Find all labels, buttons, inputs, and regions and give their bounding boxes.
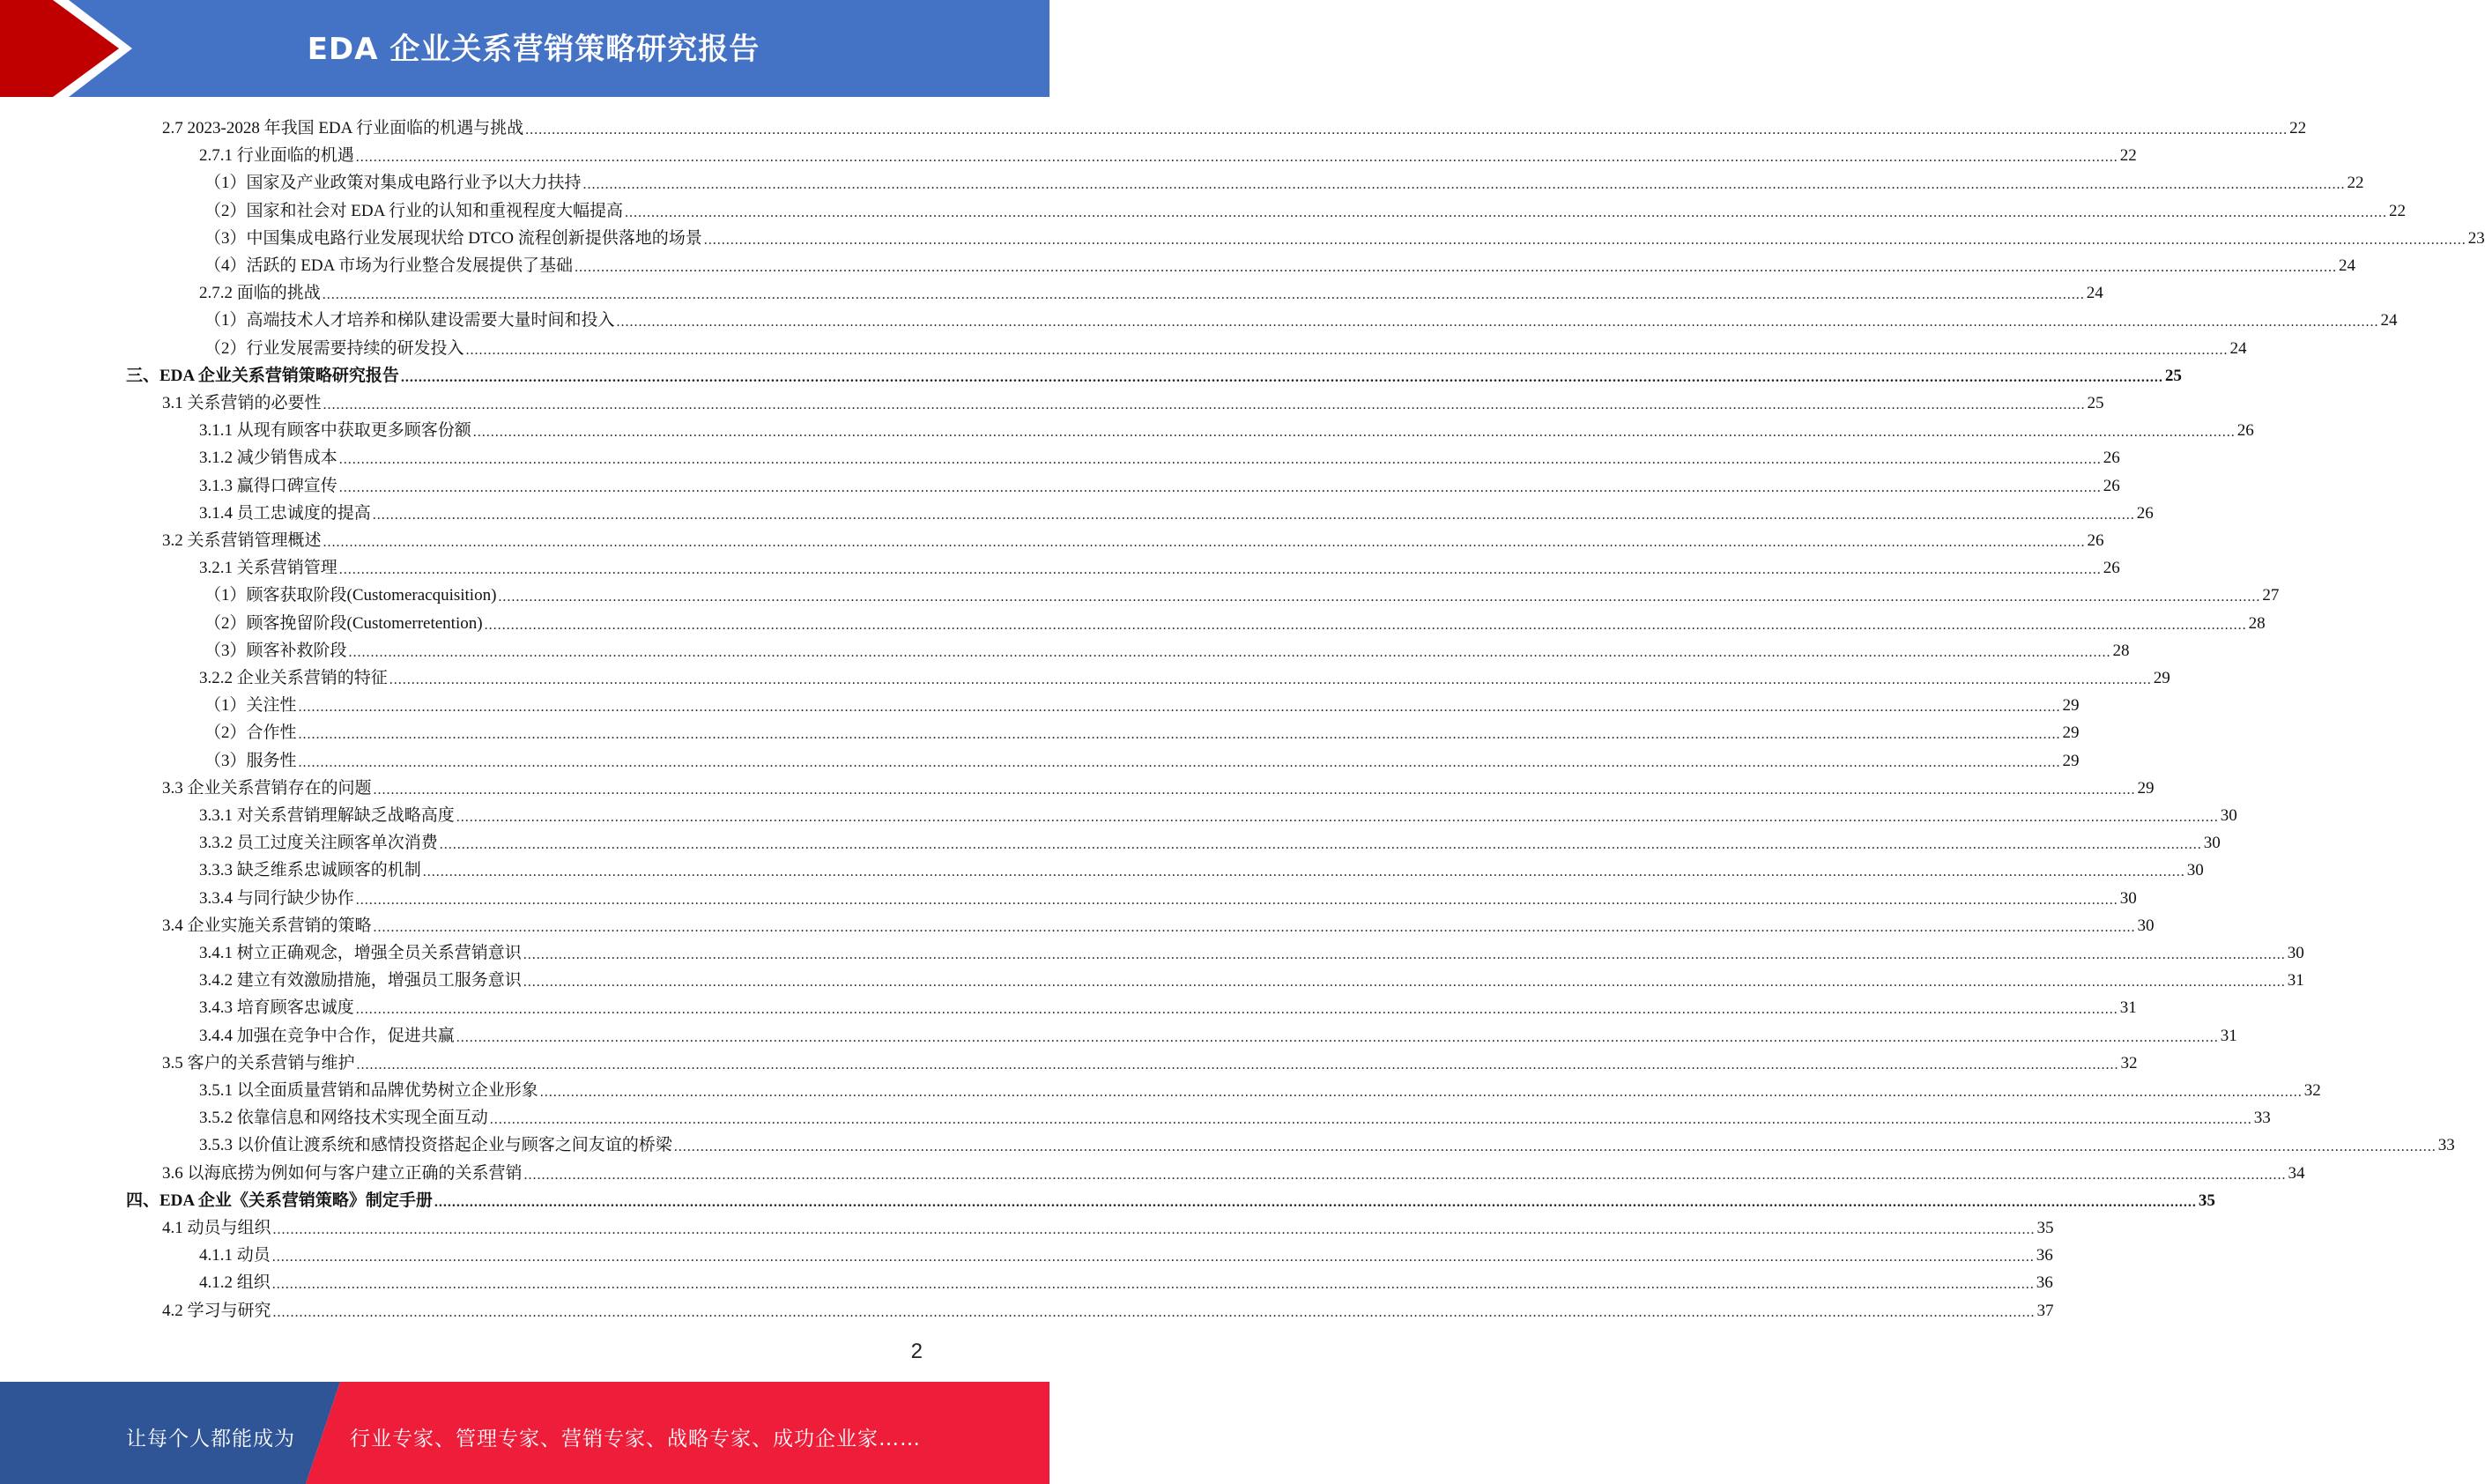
toc-entry-page: 24: [2339, 256, 2356, 275]
page-number: 2: [910, 1339, 923, 1363]
toc-entry-page: 27: [2262, 586, 2280, 605]
toc-entry-page: 29: [2062, 751, 2080, 770]
toc-entry-page: 28: [2112, 641, 2130, 660]
toc-entry-page: 22: [2119, 146, 2137, 166]
toc-entry-title: 4.1.2 组织: [199, 1273, 271, 1293]
toc-entry[interactable]: [199, 1102, 2271, 1129]
toc-entry-title: 3.4.4 加强在竞争中合作，促进共赢: [199, 1026, 455, 1045]
toc-dot-leader: ................................................................................................................................................................................................................................................................................................................................................................................................................: [439, 837, 2202, 853]
toc-entry-title: 四、EDA 企业《关系营销策略》制定手册: [126, 1191, 433, 1210]
toc-entry-title: 4.1.1 动员: [199, 1246, 271, 1265]
toc-entry-page: 30: [2287, 944, 2304, 962]
toc-entry-page: 25: [2164, 366, 2182, 385]
toc-entry[interactable]: [126, 1184, 2215, 1212]
toc-entry[interactable]: [204, 167, 2364, 194]
toc-entry-page: 24: [2086, 284, 2103, 303]
toc-dot-leader: ................................................................................................................................................................................................................................................................................................................................................................................................................: [355, 892, 2118, 908]
toc-entry[interactable]: [199, 1020, 2237, 1047]
toc-dot-leader: ................................................................................................................................................................................................................................................................................................................................................................................................................: [389, 672, 2152, 687]
toc-entry[interactable]: [199, 1074, 2321, 1102]
toc-entry-title: （2）行业发展需要持续的研发投入: [204, 338, 464, 358]
header-title: EDA 企业关系营销策略研究报告: [307, 32, 760, 67]
toc-entry[interactable]: [204, 222, 2485, 249]
toc-entry-title: 4.1 动员与组织: [162, 1219, 271, 1237]
footer-slogan-right: 行业专家、管理专家、营销专家、战略专家、成功企业家……: [350, 1428, 921, 1451]
toc-entry[interactable]: [199, 854, 2204, 881]
toc-entry-title: （4）活跃的 EDA 市场为行业整合发展提供了基础: [204, 256, 574, 275]
toc-entry[interactable]: [204, 195, 2407, 222]
toc-dot-leader: ................................................................................................................................................................................................................................................................................................................................................................................................................: [298, 754, 2061, 770]
toc-dot-leader: ................................................................................................................................................................................................................................................................................................................................................................................................................: [625, 204, 2388, 220]
toc-dot-leader: ................................................................................................................................................................................................................................................................................................................................................................................................................: [582, 177, 2346, 193]
toc-dot-leader: ................................................................................................................................................................................................................................................................................................................................................................................................................: [489, 1112, 2252, 1128]
toc-entry-page: 35: [2198, 1191, 2215, 1210]
toc-entry-title: （1）关注性: [204, 696, 297, 716]
toc-entry[interactable]: [199, 414, 2254, 441]
toc-entry-title: 3.3.1 对关系营销理解缺乏战略高度: [199, 806, 455, 825]
toc-dot-leader: ................................................................................................................................................................................................................................................................................................................................................................................................................: [422, 864, 2185, 880]
toc-entry-title: 3.1.1 从现有顾客中获取更多顾客份额: [199, 421, 471, 441]
toc-entry[interactable]: [199, 441, 2120, 469]
toc-dot-leader: ................................................................................................................................................................................................................................................................................................................................................................................................................: [272, 1304, 2036, 1320]
toc-entry-page: 34: [2288, 1163, 2305, 1183]
toc-entry[interactable]: [199, 552, 2120, 579]
toc-dot-leader: ................................................................................................................................................................................................................................................................................................................................................................................................................: [523, 947, 2286, 962]
toc-entry[interactable]: [204, 304, 2398, 331]
toc-entry[interactable]: [204, 716, 2080, 744]
toc-dot-leader: ................................................................................................................................................................................................................................................................................................................................................................................................................: [616, 315, 2379, 330]
toc-entry-page: 26: [2103, 476, 2120, 495]
toc-entry-title: 3.2.1 关系营销管理: [199, 559, 338, 578]
toc-entry-title: 4.2 学习与研究: [162, 1301, 271, 1320]
toc-dot-leader: ................................................................................................................................................................................................................................................................................................................................................................................................................: [456, 810, 2219, 825]
toc-entry-page: 23: [2467, 228, 2485, 248]
toc-entry-title: 3.4.3 培育顾客忠诚度: [199, 998, 354, 1018]
toc-entry-page: 22: [2289, 119, 2307, 137]
toc-entry-title: 3.5.1 以全面质量营销和品牌优势树立企业形象: [199, 1081, 538, 1100]
toc-entry-title: 3.1.3 赢得口碑宣传: [199, 476, 338, 495]
toc-entry-page: 32: [2120, 1053, 2138, 1072]
toc-entry[interactable]: [162, 909, 2155, 937]
toc-entry-page: 33: [2437, 1136, 2455, 1155]
toc-dot-leader: ................................................................................................................................................................................................................................................................................................................................................................................................................: [523, 1167, 2287, 1183]
toc-dot-leader: ................................................................................................................................................................................................................................................................................................................................................................................................................: [703, 232, 2466, 248]
toc-entry-title: 3.1 关系营销的必要性: [162, 394, 322, 412]
toc-entry[interactable]: [199, 827, 2221, 854]
toc-dot-leader: ................................................................................................................................................................................................................................................................................................................................................................................................................: [355, 150, 2118, 166]
toc-dot-leader: ................................................................................................................................................................................................................................................................................................................................................................................................................: [348, 644, 2111, 660]
toc-entry-title: 3.1.2 减少销售成本: [199, 449, 338, 468]
toc-dot-leader: ................................................................................................................................................................................................................................................................................................................................................................................................................: [575, 260, 2338, 275]
toc-entry[interactable]: [162, 387, 2104, 414]
toc-dot-leader: ................................................................................................................................................................................................................................................................................................................................................................................................................: [373, 919, 2136, 935]
toc-entry[interactable]: [199, 991, 2137, 1019]
toc-entry-title: 3.5 客户的关系营销与维护: [162, 1053, 355, 1072]
toc-entry[interactable]: [199, 470, 2120, 497]
toc-entry-title: 2.7.1 行业面临的机遇: [199, 146, 354, 166]
toc-entry-title: 3.3.2 员工过度关注顾客单次消费: [199, 834, 438, 853]
toc-dot-leader: ................................................................................................................................................................................................................................................................................................................................................................................................................: [498, 590, 2261, 605]
toc-entry[interactable]: [199, 937, 2304, 964]
toc-dot-leader: ................................................................................................................................................................................................................................................................................................................................................................................................................: [472, 425, 2236, 441]
toc-entry[interactable]: [204, 607, 2266, 634]
toc-entry-title: （2）国家和社会对 EDA 行业的认知和重视程度大幅提高: [204, 201, 624, 220]
page-footer: [0, 1382, 1050, 1484]
toc-entry-page: 22: [2347, 174, 2364, 193]
toc-entry[interactable]: [199, 662, 2170, 689]
toc-entry-title: （3）顾客补救阶段: [204, 641, 347, 660]
toc-dot-leader: ................................................................................................................................................................................................................................................................................................................................................................................................................: [271, 1277, 2035, 1293]
toc-entry-page: 26: [2103, 559, 2120, 578]
toc-entry[interactable]: [199, 1266, 2053, 1294]
toc-entry-title: 3.3.3 缺乏维系忠诚顾客的机制: [199, 861, 421, 880]
toc-entry-title: 3.1.4 员工忠诚度的提高: [199, 503, 371, 523]
toc-entry-page: 24: [2229, 338, 2247, 358]
toc-entry-title: （1）高端技术人才培养和梯队建设需要大量时间和投入: [204, 311, 615, 330]
toc-entry-title: （3）服务性: [204, 751, 297, 770]
toc-entry-title: 3.6 以海底捞为例如何与客户建立正确的关系营销: [162, 1163, 523, 1183]
toc-entry-title: 3.2 关系营销管理概述: [162, 531, 322, 550]
toc-entry-page: 31: [2220, 1026, 2237, 1045]
toc-dot-leader: ................................................................................................................................................................................................................................................................................................................................................................................................................: [456, 1029, 2219, 1045]
toc-dot-leader: ................................................................................................................................................................................................................................................................................................................................................................................................................: [338, 562, 2102, 578]
toc-entry[interactable]: [162, 772, 2155, 799]
toc-dot-leader: ................................................................................................................................................................................................................................................................................................................................................................................................................: [355, 1002, 2118, 1018]
toc-dot-leader: ................................................................................................................................................................................................................................................................................................................................................................................................................: [484, 617, 2247, 633]
toc-entry-page: 29: [2153, 669, 2170, 687]
toc-entry[interactable]: [204, 249, 2356, 277]
toc-entry-title: 3.4.1 树立正确观念，增强全员关系营销意识: [199, 944, 522, 962]
toc-dot-leader: ................................................................................................................................................................................................................................................................................................................................................................................................................: [298, 700, 2061, 716]
toc-dot-leader: ................................................................................................................................................................................................................................................................................................................................................................................................................: [356, 1057, 2119, 1072]
toc-dot-leader: ................................................................................................................................................................................................................................................................................................................................................................................................................: [271, 1250, 2035, 1265]
toc-entry-page: 35: [2036, 1219, 2054, 1237]
toc-entry-page: 32: [2303, 1081, 2321, 1100]
toc-entry-title: 3.4.2 建立有效激励措施，增强员工服务意识: [199, 971, 522, 991]
toc-entry-page: 26: [2236, 421, 2254, 441]
toc-dot-leader: ................................................................................................................................................................................................................................................................................................................................................................................................................: [338, 479, 2102, 495]
toc-entry[interactable]: [162, 1047, 2138, 1074]
toc-entry[interactable]: [162, 112, 2307, 139]
toc-entry-title: （1）国家及产业政策对集成电路行业予以大力扶持: [204, 174, 582, 193]
footer-slogan-left: 让每个人都能成为: [126, 1428, 295, 1451]
toc-dot-leader: ................................................................................................................................................................................................................................................................................................................................................................................................................: [272, 1222, 2036, 1237]
toc-dot-leader: ................................................................................................................................................................................................................................................................................................................................................................................................................: [323, 535, 2086, 550]
toc-entry[interactable]: [199, 139, 2137, 167]
toc-entry[interactable]: [199, 1239, 2053, 1266]
toc-dot-leader: ................................................................................................................................................................................................................................................................................................................................................................................................................: [525, 122, 2288, 137]
toc-dot-leader: ................................................................................................................................................................................................................................................................................................................................................................................................................: [673, 1139, 2437, 1155]
toc-entry[interactable]: [199, 882, 2137, 909]
toc-entry-page: 29: [2062, 696, 2080, 716]
toc-entry[interactable]: [162, 524, 2104, 552]
toc-entry-title: （2）顾客挽留阶段(Customerretention): [204, 613, 483, 633]
toc-entry[interactable]: [204, 332, 2247, 360]
toc-dot-leader: ................................................................................................................................................................................................................................................................................................................................................................................................................: [539, 1085, 2303, 1100]
toc-entry-title: 3.4 企业实施关系营销的策略: [162, 916, 372, 935]
toc-dot-leader: ................................................................................................................................................................................................................................................................................................................................................................................................................: [400, 369, 2163, 385]
toc-entry-title: 3.5.2 依靠信息和网络技术实现全面互动: [199, 1109, 488, 1128]
toc-entry-page: 30: [2220, 806, 2237, 825]
toc-entry[interactable]: [204, 579, 2280, 606]
toc-entry-title: （2）合作性: [204, 723, 297, 743]
toc-entry-title: 2.7 2023-2028 年我国 EDA 行业面临的机遇与挑战: [162, 119, 524, 137]
toc-entry-page: 30: [2186, 861, 2204, 880]
toc-entry-page: 36: [2036, 1246, 2053, 1265]
toc-entry-title: 3.3.4 与同行缺少协作: [199, 888, 354, 908]
toc-entry-page: 33: [2253, 1109, 2271, 1128]
toc-dot-leader: ................................................................................................................................................................................................................................................................................................................................................................................................................: [373, 782, 2136, 798]
toc-dot-leader: ................................................................................................................................................................................................................................................................................................................................................................................................................: [465, 342, 2229, 358]
toc-entry[interactable]: [204, 634, 2130, 662]
toc-entry-page: 29: [2137, 778, 2155, 798]
toc-entry-page: 26: [2136, 503, 2154, 523]
toc-entry-page: 28: [2248, 613, 2266, 633]
toc-dot-leader: ................................................................................................................................................................................................................................................................................................................................................................................................................: [338, 452, 2102, 468]
toc-dot-leader: ................................................................................................................................................................................................................................................................................................................................................................................................................: [523, 975, 2286, 991]
page-header: [0, 0, 1050, 97]
toc-dot-leader: ................................................................................................................................................................................................................................................................................................................................................................................................................: [322, 287, 2085, 303]
toc-entry-page: 31: [2119, 998, 2137, 1018]
toc-entry[interactable]: [162, 1212, 2054, 1239]
toc-dot-leader: ................................................................................................................................................................................................................................................................................................................................................................................................................: [434, 1194, 2197, 1210]
toc-entry[interactable]: [199, 277, 2103, 304]
toc-entry-page: 25: [2087, 394, 2104, 412]
toc-dot-leader: ................................................................................................................................................................................................................................................................................................................................................................................................................: [323, 397, 2086, 412]
toc-entry-title: （1）顾客获取阶段(Customeracquisition): [204, 586, 497, 605]
toc-entry-page: 36: [2036, 1273, 2053, 1293]
toc-entry[interactable]: [199, 799, 2237, 827]
toc-entry[interactable]: [162, 1157, 2305, 1184]
toc-dot-leader: ................................................................................................................................................................................................................................................................................................................................................................................................................: [298, 727, 2061, 743]
toc-entry[interactable]: [199, 1129, 2455, 1156]
toc-entry[interactable]: [126, 360, 2182, 387]
toc-entry-page: 26: [2103, 449, 2120, 468]
toc-entry-page: 24: [2380, 311, 2398, 330]
toc-entry-page: 31: [2287, 971, 2304, 991]
toc-entry[interactable]: [162, 1295, 2054, 1322]
toc-entry-page: 29: [2062, 723, 2080, 743]
toc-entry-title: 3.5.3 以价值让渡系统和感情投资搭起企业与顾客之间友谊的桥梁: [199, 1136, 672, 1155]
toc-entry-title: 三、EDA 企业关系营销策略研究报告: [126, 366, 399, 385]
toc-entry-page: 30: [2203, 834, 2221, 853]
toc-entry-page: 22: [2389, 201, 2407, 220]
toc-entry-title: 3.2.2 企业关系营销的特征: [199, 669, 388, 687]
toc-entry-page: 26: [2087, 531, 2104, 550]
toc-entry[interactable]: [199, 497, 2154, 524]
toc-entry[interactable]: [204, 745, 2080, 772]
toc-dot-leader: ................................................................................................................................................................................................................................................................................................................................................................................................................: [372, 507, 2135, 523]
toc-entry-title: 3.3 企业关系营销存在的问题: [162, 778, 372, 798]
toc-entry[interactable]: [199, 964, 2304, 991]
toc-entry-page: 37: [2036, 1301, 2054, 1320]
toc-entry[interactable]: [204, 689, 2080, 716]
toc-entry-page: 30: [2119, 888, 2137, 908]
toc-entry-page: 30: [2137, 916, 2155, 935]
toc-entry-title: （3）中国集成电路行业发展现状给 DTCO 流程创新提供落地的场景: [204, 228, 702, 248]
toc-entry-title: 2.7.2 面临的挑战: [199, 284, 321, 303]
